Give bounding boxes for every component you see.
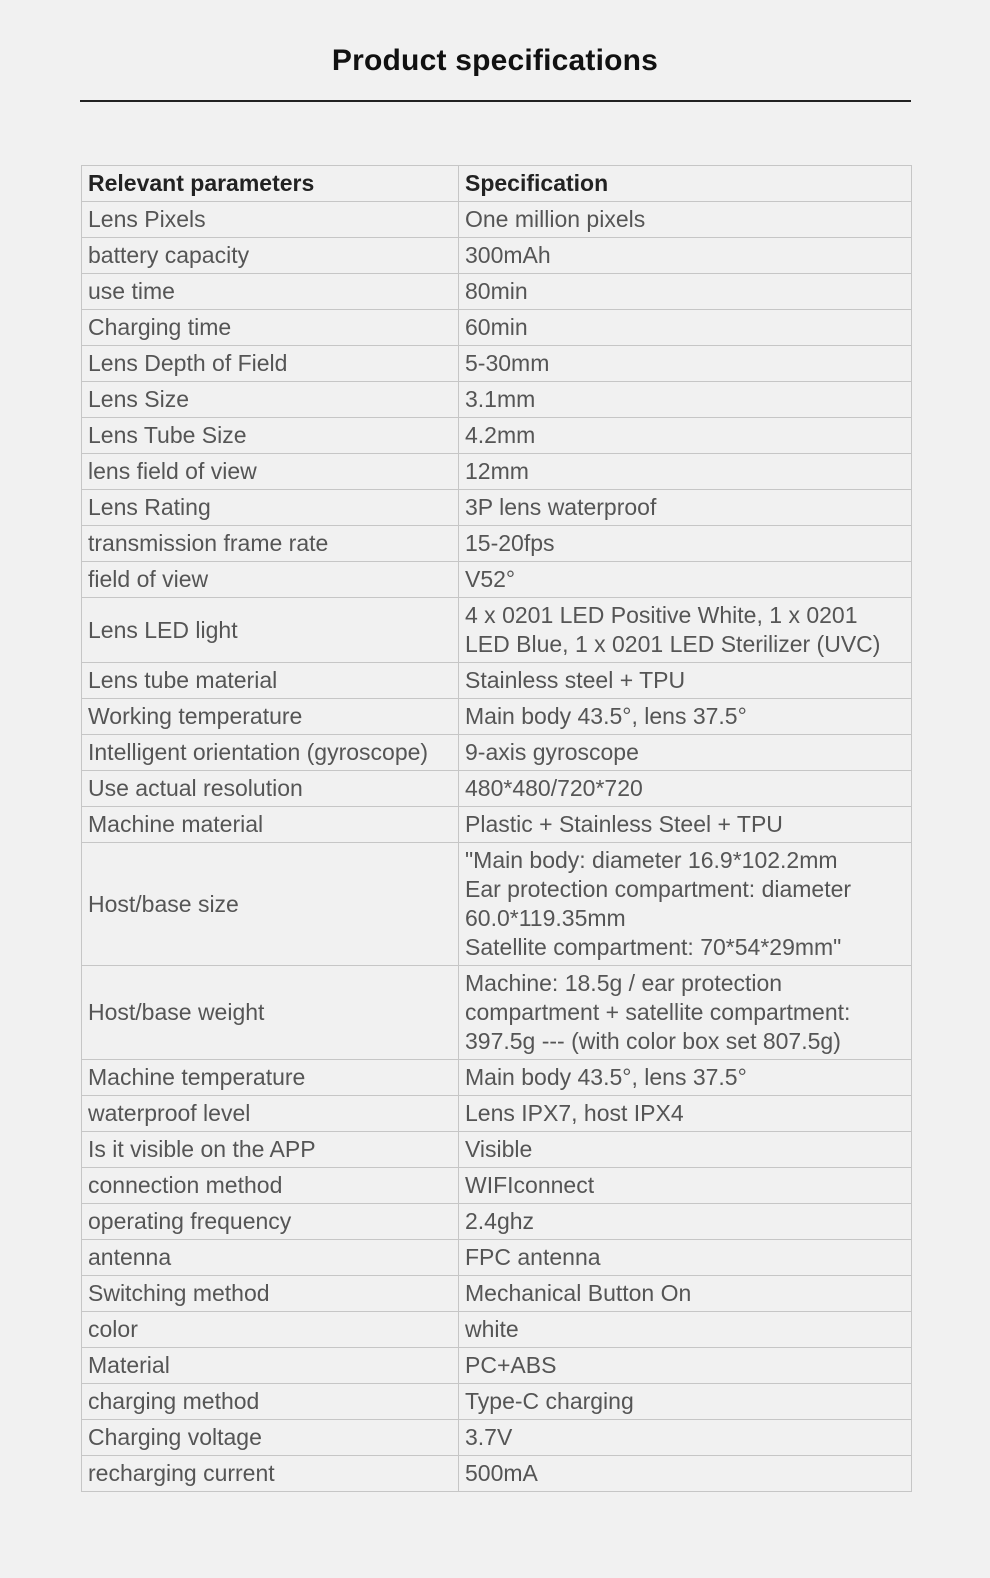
value-cell: 12mm xyxy=(459,454,912,490)
header-relevant-parameters: Relevant parameters xyxy=(82,166,459,202)
param-cell: Material xyxy=(82,1348,459,1384)
table-row xyxy=(82,382,912,418)
spec-table xyxy=(81,165,912,1492)
table-row xyxy=(82,807,912,843)
value-cell: 500mA xyxy=(459,1456,912,1492)
param-cell: field of view xyxy=(82,562,459,598)
value-cell: Mechanical Button On xyxy=(459,1276,912,1312)
value-cell: WIFIconnect xyxy=(459,1168,912,1204)
page-title: Product specifications xyxy=(331,44,659,77)
table-row xyxy=(82,1420,912,1456)
table-row xyxy=(82,1240,912,1276)
table-header-row xyxy=(82,166,912,202)
table-row xyxy=(82,562,912,598)
param-cell: Lens Tube Size xyxy=(82,418,459,454)
param-cell: Use actual resolution xyxy=(82,771,459,807)
param-cell: connection method xyxy=(82,1168,459,1204)
value-cell: Lens IPX7, host IPX4 xyxy=(459,1096,912,1132)
value-cell: Stainless steel + TPU xyxy=(459,663,912,699)
value-cell: "Main body: diameter 16.9*102.2mm Ear protection compartment: diameter 60.0*119.35mm Satellite compartment: 70*54*29mm" xyxy=(459,843,912,966)
table-row xyxy=(82,1384,912,1420)
table-row xyxy=(82,1132,912,1168)
table-row xyxy=(82,238,912,274)
table-row xyxy=(82,1060,912,1096)
value-cell: 480*480/720*720 xyxy=(459,771,912,807)
table-row xyxy=(82,490,912,526)
param-cell: Lens tube material xyxy=(82,663,459,699)
param-cell: use time xyxy=(82,274,459,310)
value-cell: Machine: 18.5g / ear protection compartment + satellite compartment: 397.5g --- (with color box set 807.5g) xyxy=(459,966,912,1060)
value-cell: 3.7V xyxy=(459,1420,912,1456)
table-row xyxy=(82,346,912,382)
title-divider xyxy=(80,100,911,102)
param-cell: Lens Size xyxy=(82,382,459,418)
param-cell: operating frequency xyxy=(82,1204,459,1240)
table-row xyxy=(82,1312,912,1348)
value-cell: 80min xyxy=(459,274,912,310)
param-cell: Switching method xyxy=(82,1276,459,1312)
value-cell: PC+ABS xyxy=(459,1348,912,1384)
value-cell: FPC antenna xyxy=(459,1240,912,1276)
table-row xyxy=(82,843,912,966)
table-row xyxy=(82,454,912,490)
param-cell: battery capacity xyxy=(82,238,459,274)
param-cell: transmission frame rate xyxy=(82,526,459,562)
param-cell: Host/base size xyxy=(82,843,459,966)
value-cell: V52° xyxy=(459,562,912,598)
table-row xyxy=(82,1276,912,1312)
table-row xyxy=(82,1204,912,1240)
value-cell: 9-axis gyroscope xyxy=(459,735,912,771)
value-cell: white xyxy=(459,1312,912,1348)
param-cell: Lens Pixels xyxy=(82,202,459,238)
param-cell: recharging current xyxy=(82,1456,459,1492)
param-cell: lens field of view xyxy=(82,454,459,490)
value-cell: 2.4ghz xyxy=(459,1204,912,1240)
table-row xyxy=(82,735,912,771)
param-cell: antenna xyxy=(82,1240,459,1276)
table-row xyxy=(82,966,912,1060)
param-cell: waterproof level xyxy=(82,1096,459,1132)
table-row xyxy=(82,526,912,562)
param-cell: charging method xyxy=(82,1384,459,1420)
param-cell: Lens Rating xyxy=(82,490,459,526)
table-row xyxy=(82,310,912,346)
param-cell: Machine material xyxy=(82,807,459,843)
value-cell: Main body 43.5°, lens 37.5° xyxy=(459,699,912,735)
value-cell: 4.2mm xyxy=(459,418,912,454)
param-cell: Charging voltage xyxy=(82,1420,459,1456)
table-row xyxy=(82,1456,912,1492)
value-cell: 3P lens waterproof xyxy=(459,490,912,526)
value-cell: 60min xyxy=(459,310,912,346)
param-cell: Host/base weight xyxy=(82,966,459,1060)
param-cell: Working temperature xyxy=(82,699,459,735)
table-row xyxy=(82,274,912,310)
value-cell: 5-30mm xyxy=(459,346,912,382)
param-cell: Lens LED light xyxy=(82,598,459,663)
value-cell: Plastic + Stainless Steel + TPU xyxy=(459,807,912,843)
value-cell: Visible xyxy=(459,1132,912,1168)
param-cell: Machine temperature xyxy=(82,1060,459,1096)
value-cell: Main body 43.5°, lens 37.5° xyxy=(459,1060,912,1096)
table-row xyxy=(82,1348,912,1384)
param-cell: color xyxy=(82,1312,459,1348)
value-cell: 300mAh xyxy=(459,238,912,274)
table-row xyxy=(82,1168,912,1204)
param-cell: Intelligent orientation (gyroscope) xyxy=(82,735,459,771)
table-row xyxy=(82,663,912,699)
value-cell: One million pixels xyxy=(459,202,912,238)
table-row xyxy=(82,699,912,735)
param-cell: Is it visible on the APP xyxy=(82,1132,459,1168)
table-row xyxy=(82,598,912,663)
table-row xyxy=(82,771,912,807)
value-cell: 15-20fps xyxy=(459,526,912,562)
value-cell: 4 x 0201 LED Positive White, 1 x 0201 LED Blue, 1 x 0201 LED Sterilizer (UVC) xyxy=(459,598,912,663)
param-cell: Lens Depth of Field xyxy=(82,346,459,382)
table-row xyxy=(82,418,912,454)
table-row xyxy=(82,1096,912,1132)
value-cell: 3.1mm xyxy=(459,382,912,418)
value-cell: Type-C charging xyxy=(459,1384,912,1420)
header-specification: Specification xyxy=(459,166,912,202)
table-row xyxy=(82,202,912,238)
param-cell: Charging time xyxy=(82,310,459,346)
